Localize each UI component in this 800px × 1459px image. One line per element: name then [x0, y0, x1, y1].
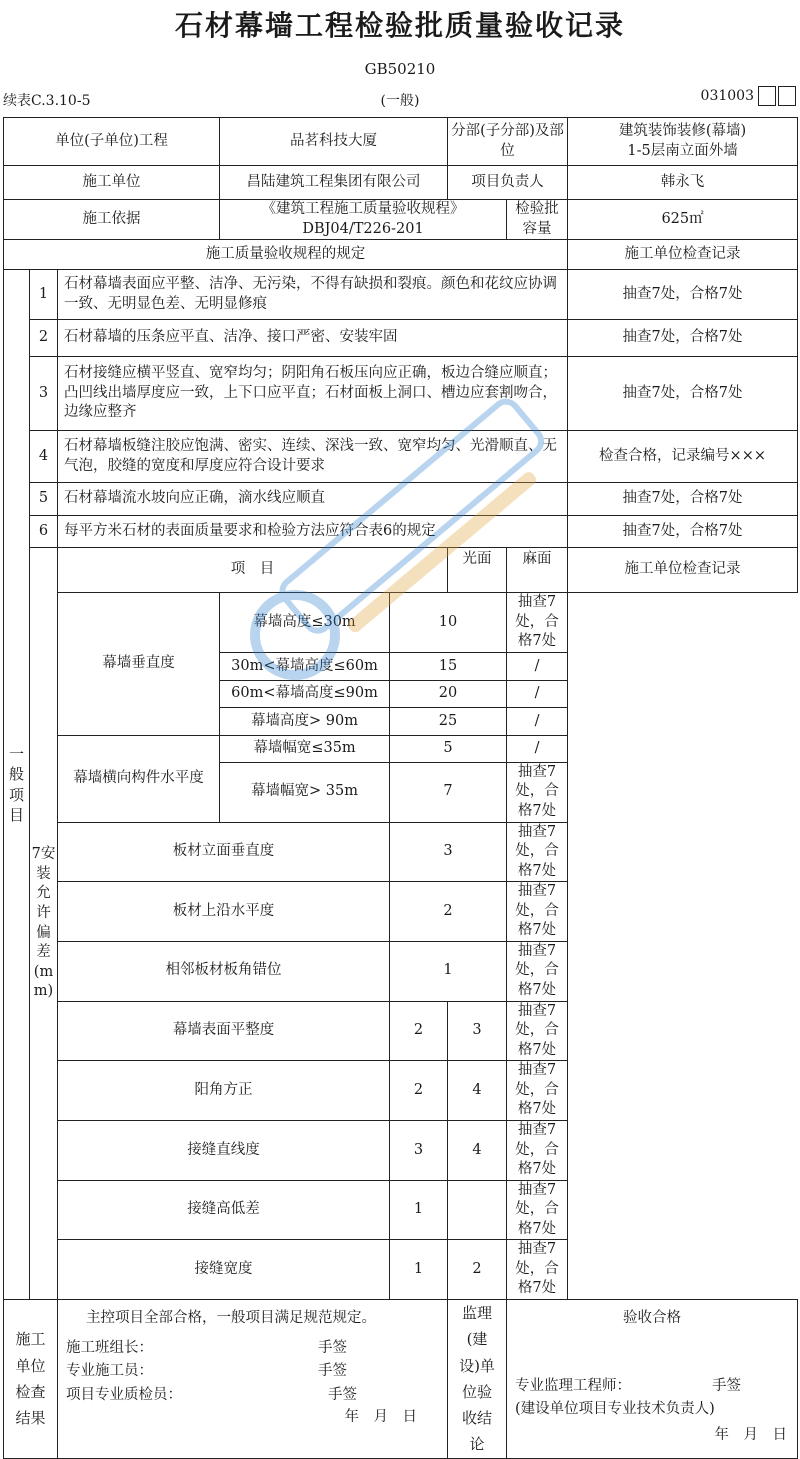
tolerance-record[interactable]: 抽查7处，合格7处: [507, 1001, 568, 1061]
tolerance-name: 接缝宽度: [58, 1240, 390, 1300]
tolerance-record[interactable]: 抽查7处，合格7处: [507, 1180, 568, 1240]
item-number: 2: [30, 320, 58, 357]
item-number: 6: [30, 516, 58, 548]
worker-row: [66, 1362, 439, 1382]
capacity-label: 检验批容量: [507, 200, 568, 240]
pm-label: 项目负责人: [448, 166, 568, 200]
supervisor-label: 监理(建设)单位验收结论: [448, 1300, 507, 1459]
tolerance-record[interactable]: 抽查7处，合格7处: [507, 762, 568, 822]
sub-project-line-2: 1-5层南立面外墙: [627, 142, 738, 159]
supervisor-engineer-row: [515, 1377, 789, 1397]
team-leader-row: [66, 1339, 439, 1359]
tolerance-name: 30m<幕墙高度≤60m: [220, 652, 390, 680]
general-items-label: 一般项目: [4, 270, 30, 1300]
signature: 手签: [318, 1363, 348, 1380]
tolerance-name: 接缝高低差: [58, 1180, 390, 1240]
result-row: [4, 1300, 798, 1459]
contractor-date: 年 月 日: [344, 1409, 418, 1426]
item-record[interactable]: 抽查7处，合格7处: [568, 270, 798, 320]
tolerance-name: 接缝直线度: [58, 1120, 390, 1180]
rough-value: [448, 1180, 507, 1240]
basis-value[interactable]: 《建筑工程施工质量验收规程》DBJ04/T226-201: [220, 200, 507, 240]
tolerance-record[interactable]: 抽查7处，合格7处: [507, 1120, 568, 1180]
sub-project-line-1: 建筑装饰装修(幕墙): [618, 122, 747, 139]
tolerance-record[interactable]: /: [507, 707, 568, 735]
tolerance-name: 板材上沿水平度: [58, 882, 390, 942]
spec-header-row: [4, 240, 798, 270]
item-record[interactable]: 抽查7处，合格7处: [568, 320, 798, 357]
tolerance-name: 幕墙高度≤30m: [220, 593, 390, 653]
tolerance-value: 25: [390, 707, 507, 735]
tolerance-record[interactable]: /: [507, 680, 568, 707]
tolerance-row: [4, 593, 798, 653]
tolerance-row: [4, 822, 798, 882]
tolerance-name: 幕墙幅宽≤35m: [220, 735, 390, 762]
rough-value: 4: [448, 1120, 507, 1180]
item-row: [4, 431, 798, 483]
record-code: [701, 86, 796, 106]
unit-project-value[interactable]: 品茗科技大厦: [220, 118, 448, 166]
polished-header: 光面: [448, 548, 507, 593]
tolerance-value: 5: [390, 735, 507, 762]
polished-value: 2: [390, 1001, 448, 1061]
tolerance-name: 阳角方正: [58, 1061, 390, 1121]
tolerance-record[interactable]: 抽查7处，合格7处: [507, 1061, 568, 1121]
team-leader-label: 施工班组长：: [66, 1339, 153, 1356]
tolerance-record[interactable]: /: [507, 735, 568, 762]
item-row: [4, 270, 798, 320]
category-label: (一般): [380, 93, 420, 109]
tolerance-name: 幕墙高度> 90m: [220, 707, 390, 735]
document-title: 石材幕墙工程检验批质量验收记录: [174, 9, 625, 42]
signature: 手签: [318, 1339, 348, 1356]
sub-project-label: 分部(子分部)及部位: [448, 118, 568, 166]
inspector-row: [66, 1386, 439, 1406]
tolerance-name: 60m<幕墙高度≤90m: [220, 680, 390, 707]
acceptance-text: 验收合格: [623, 1310, 682, 1326]
supervisor-result[interactable]: [507, 1300, 798, 1459]
code-box[interactable]: [758, 86, 776, 106]
tolerance-record[interactable]: /: [507, 652, 568, 680]
tolerance-row: [4, 941, 798, 1001]
tolerance-row: [4, 1120, 798, 1180]
signature: 手签: [328, 1386, 358, 1403]
tolerance-record[interactable]: 抽查7处，合格7处: [507, 882, 568, 942]
rough-header: 麻面: [507, 548, 568, 593]
item-record[interactable]: 抽查7处，合格7处: [568, 357, 798, 431]
supervisor-engineer-label: 专业监理工程师：: [515, 1377, 632, 1394]
polished-value: 1: [390, 1180, 448, 1240]
rules-header: 施工质量验收规程的规定: [4, 240, 568, 270]
tolerance-value: 20: [390, 680, 507, 707]
tolerance-value: 3: [390, 822, 507, 882]
rough-value: 3: [448, 1001, 507, 1061]
polished-value: 3: [390, 1120, 448, 1180]
signature: 手签: [712, 1377, 742, 1394]
tolerance-record[interactable]: 抽查7处，合格7处: [507, 822, 568, 882]
item-row: [4, 320, 798, 357]
item-text: 石材幕墙流水坡向应正确，滴水线应顺直: [58, 483, 568, 516]
item-text: 石材幕墙表面应平整、洁净、无污染，不得有缺损和裂痕。颜色和花纹应协调一致、无明显色差、无明显修痕: [58, 270, 568, 320]
item-row: [4, 516, 798, 548]
tolerance-name: 板材立面垂直度: [58, 822, 390, 882]
sub-project-value[interactable]: [568, 118, 798, 166]
record-header: 施工单位检查记录: [568, 240, 798, 270]
table-number: 续表C.3.10-5: [3, 93, 91, 109]
inspector-label: 项目专业质检员：: [66, 1386, 182, 1403]
contractor-result[interactable]: [58, 1300, 448, 1459]
tolerance-row: [4, 735, 798, 762]
tolerance-name: 幕墙幅宽> 35m: [220, 762, 390, 822]
rough-value: 4: [448, 1061, 507, 1121]
item-record[interactable]: 抽查7处，合格7处: [568, 516, 798, 548]
item-text: 石材幕墙的压条应平直、洁净、接口严密、安装牢固: [58, 320, 568, 357]
tolerance-value: 1: [390, 941, 507, 1001]
item-number: 1: [30, 270, 58, 320]
record-code-text: 031003: [700, 88, 754, 104]
tolerance-item-header: 项 目: [58, 548, 448, 593]
capacity-value[interactable]: 625㎡: [568, 200, 798, 240]
basis-label: 施工依据: [4, 200, 220, 240]
tolerance-name: 相邻板材板角错位: [58, 941, 390, 1001]
tolerance-row: [4, 1001, 798, 1061]
supervisor-date: 年 月 日: [714, 1426, 788, 1443]
item-text: 石材接缝应横平竖直、宽窄均匀；阴阳角石板压向应正确，板边合缝应顺直；凸凹线出墙厚度应一致，上下口应平直；石材面板上洞口、槽边应套割吻合，边缘应整齐: [58, 357, 568, 431]
tolerance-name: 幕墙表面平整度: [58, 1001, 390, 1061]
tolerance-record[interactable]: 抽查7处，合格7处: [507, 1240, 568, 1300]
vertical-group-label: 幕墙垂直度: [58, 593, 220, 736]
polished-value: 1: [390, 1240, 448, 1300]
tolerance-header-row: [4, 548, 798, 593]
polished-value: 2: [390, 1061, 448, 1121]
item-record[interactable]: 检查合格，记录编号×××: [568, 431, 798, 483]
code-box[interactable]: [778, 86, 796, 106]
tolerance-row: [4, 882, 798, 942]
builder-label: 施工单位: [4, 166, 220, 200]
tolerance-row: [4, 1180, 798, 1240]
header-row-unit: [4, 118, 798, 166]
item-record[interactable]: 抽查7处，合格7处: [568, 483, 798, 516]
tolerance-value: 2: [390, 882, 507, 942]
tolerance-record[interactable]: 抽查7处，合格7处: [507, 941, 568, 1001]
tolerance-value: 7: [390, 762, 507, 822]
owner-tech-label: (建设单位项目专业技术负责人): [515, 1401, 715, 1418]
item-row: [4, 483, 798, 516]
item-number: 5: [30, 483, 58, 516]
item-text: 石材幕墙板缝注胶应饱满、密实、连续、深浅一致、宽窄均匀、光滑顺直、无气泡，胶缝的宽度和厚度应符合设计要求: [58, 431, 568, 483]
item-number: 3: [30, 357, 58, 431]
tolerance-label: 7安装允许偏差(mm): [30, 548, 58, 1300]
item-row: [4, 357, 798, 431]
contractor-result-label: 施工单位检查结果: [4, 1300, 58, 1459]
header-row-basis: [4, 200, 798, 240]
tolerance-record[interactable]: 抽查7处，合格7处: [507, 593, 568, 653]
header-row-builder: [4, 166, 798, 200]
tolerance-row: [4, 1061, 798, 1121]
tolerance-row: [4, 1240, 798, 1300]
horizontal-group-label: 幕墙横向构件水平度: [58, 735, 220, 822]
item-text: 每平方米石材的表面质量要求和检验方法应符合表6的规定: [58, 516, 568, 548]
unit-project-label: 单位(子单位)工程: [4, 118, 220, 166]
standard-code: GB50210: [364, 60, 436, 78]
conclusion-text: 主控项目全部合格，一般项目满足规范规定。: [86, 1310, 376, 1326]
inspection-form: [3, 117, 798, 1459]
tolerance-value: 15: [390, 652, 507, 680]
item-number: 4: [30, 431, 58, 483]
tolerance-value: 10: [390, 593, 507, 653]
builder-value[interactable]: 昌陆建筑工程集团有限公司: [220, 166, 448, 200]
pm-value[interactable]: 韩永飞: [568, 166, 798, 200]
worker-label: 专业施工员：: [66, 1363, 153, 1380]
rough-value: 2: [448, 1240, 507, 1300]
tolerance-record-header: 施工单位检查记录: [568, 548, 798, 593]
